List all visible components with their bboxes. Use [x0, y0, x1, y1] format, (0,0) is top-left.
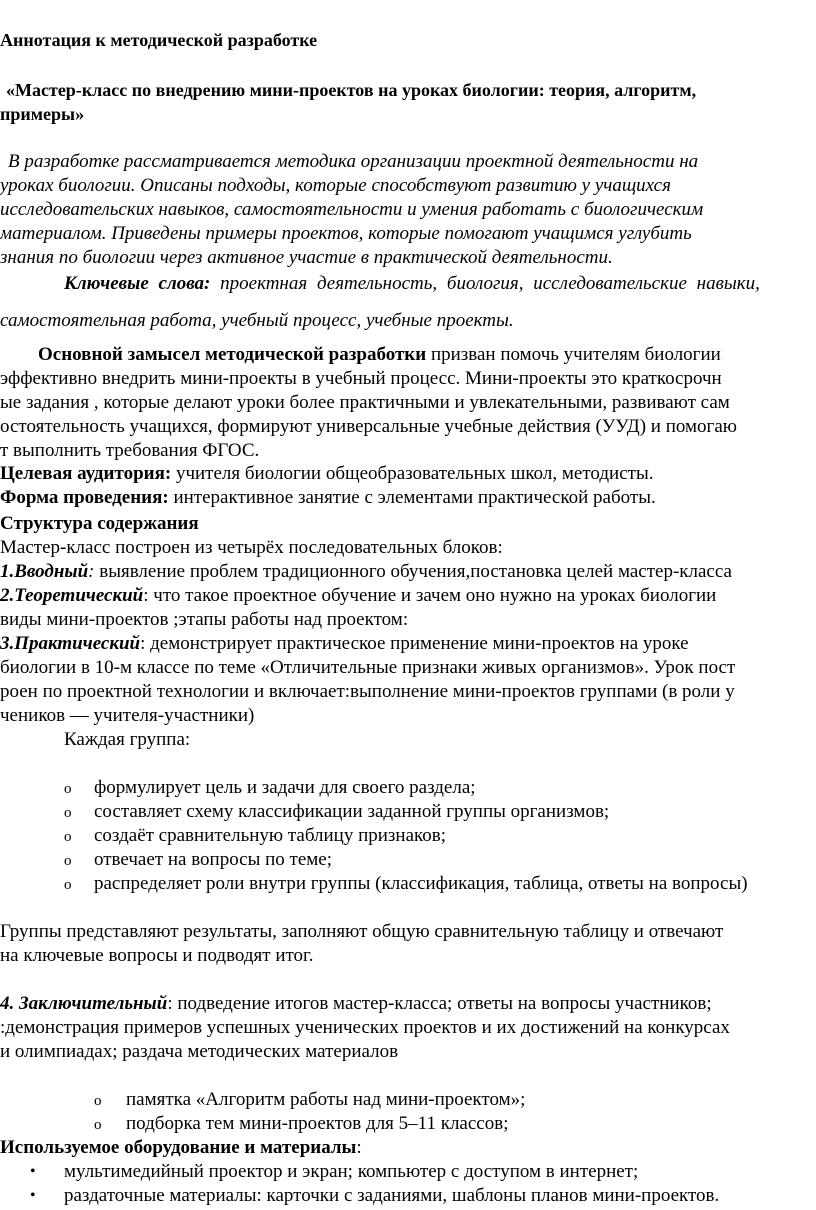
abstract-line: материалом. Приведены примеры проектов, которые помогают учащимся углубить — [0, 223, 692, 244]
main-idea-line: ые задания , которые делают уроки более практичными и увлекательными, развивают сам — [0, 392, 730, 413]
block-1-label: 1.Вводный — [0, 561, 89, 582]
circle-bullet-icon: o — [94, 1117, 102, 1133]
block-2-line-2: виды мини-проектов ;этапы работы над проектом: — [0, 609, 409, 630]
structure-heading: Структура содержания — [0, 513, 199, 534]
group-task: отвечает на вопросы по теме; — [94, 849, 333, 870]
abstract-line: В разработке рассматривается методика организации проектной деятельности на — [8, 151, 699, 172]
document-title: Аннотация к методической разработке — [0, 30, 318, 50]
abstract-line: знания по биологии через активное участие в практической деятельности. — [0, 247, 613, 268]
materials-item: подборка тем мини-проектов для 5–11 классов; — [126, 1113, 509, 1134]
block-3-line: чеников — учителя-участники) — [0, 705, 255, 726]
dot-bullet-icon: • — [30, 1187, 36, 1204]
group-intro: Каждая группа: — [64, 729, 191, 750]
format-label: Форма проведения: — [0, 487, 169, 508]
block-2-line — [0, 584, 716, 608]
abstract-line: уроках биологии. Описаны подходы, которые способствуют развитию у учащихся — [0, 175, 671, 196]
subtitle-line-2: примеры» — [0, 104, 85, 124]
block-4-line: :демонстрация примеров успешных ученических проектов и их достижений на конкурсах — [0, 1017, 730, 1038]
main-idea-text: призван помочь учителям биологии — [426, 344, 721, 365]
keywords-text: проектная деятельность, биология, исследовательские навыки, — [210, 273, 760, 294]
format-text: интерактивное занятие с элементами практической работы. — [168, 487, 656, 508]
group-task: составляет схему классификации заданной группы организмов; — [94, 801, 610, 822]
main-idea-line: остоятельность учащихся, формируют универсальные учебные действия (УУД) и помогаю — [0, 416, 737, 437]
abstract-line: исследовательских навыков, самостоятельности и умения работать с биологическим — [0, 199, 704, 220]
audience-text: учителя биологии общеобразовательных школ, методисты. — [171, 463, 654, 484]
audience-label: Целевая аудитория: — [0, 463, 172, 484]
dot-bullet-icon: • — [30, 1163, 36, 1180]
group-task: распределяет роли внутри группы (классификация, таблица, ответы на вопросы) — [94, 873, 748, 894]
circle-bullet-icon: o — [64, 853, 72, 869]
main-idea-line: эффективно внедрить мини-проекты в учебный процесс. Мини-проекты это краткосрочн — [0, 368, 722, 389]
block-2-label: 2.Теоретический — [0, 585, 144, 606]
equipment-label: Используемое оборудование и материалы — [0, 1137, 357, 1158]
format-line — [0, 486, 656, 510]
circle-bullet-icon: o — [64, 781, 72, 797]
equipment-item: раздаточные материалы: карточки с заданиями, шаблоны планов мини-проектов. — [64, 1185, 720, 1206]
block-1-line — [0, 560, 732, 584]
keywords-line-2: самостоятельная работа, учебный процесс, учебные проекты. — [0, 310, 514, 331]
block-4-line: и олимпиадах; раздача методических материалов — [0, 1041, 399, 1062]
block-4-text: : подведение итогов мастер-класса; ответы на вопросы участников; — [167, 993, 712, 1014]
circle-bullet-icon: o — [64, 829, 72, 845]
audience-line — [0, 462, 653, 486]
main-idea-label: Основной замысел методической разработки — [38, 344, 427, 365]
main-idea-line-1 — [38, 343, 721, 367]
main-idea-line: т выполнить требования ФГОС. — [0, 440, 260, 461]
block-1-text: выявление проблем традиционного обучения,постановка целей мастер-класса — [94, 561, 732, 582]
structure-intro: Мастер-класс построен из четырёх последовательных блоков: — [0, 537, 503, 558]
circle-bullet-icon: o — [64, 877, 72, 893]
block-3-line — [0, 632, 689, 656]
groups-result-line: Группы представляют результаты, заполняют общую сравнительную таблицу и отвечают — [0, 921, 724, 942]
circle-bullet-icon: o — [64, 805, 72, 821]
block-1-colon: : — [88, 561, 95, 582]
block-3-label: 3.Практический — [0, 633, 141, 654]
block-4-line — [0, 992, 712, 1016]
equipment-item: мультимедийный проектор и экран; компьютер с доступом в интернет; — [64, 1161, 639, 1182]
block-4-label: 4. Заключительный — [0, 993, 168, 1014]
block-3-line: биологии в 10-м классе по теме «Отличительные признаки живых организмов». Урок пост — [0, 657, 736, 678]
equipment-colon: : — [356, 1137, 362, 1158]
circle-bullet-icon: o — [94, 1093, 102, 1109]
keywords-label: Ключевые слова: — [64, 273, 211, 294]
equipment-heading — [0, 1136, 362, 1160]
keywords-line-1 — [64, 272, 760, 296]
subtitle-line-1: «Мастер-класс по внедрению мини-проектов на уроках биологии: теория, алгоритм, — [6, 80, 697, 100]
groups-result-line: на ключевые вопросы и подводят итог. — [0, 945, 314, 966]
block-3-text: : демонстрирует практическое применение мини-проектов на уроке — [140, 633, 689, 654]
group-task: формулирует цель и задачи для своего раздела; — [94, 777, 476, 798]
group-task: создаёт сравнительную таблицу признаков; — [94, 825, 447, 846]
block-3-line: роен по проектной технологии и включает:выполнение мини-проектов группами (в роли у — [0, 681, 735, 702]
materials-item: памятка «Алгоритм работы над мини-проектом»; — [126, 1089, 526, 1110]
block-2-text: : что такое проектное обучение и зачем оно нужно на уроках биологии — [143, 585, 717, 606]
